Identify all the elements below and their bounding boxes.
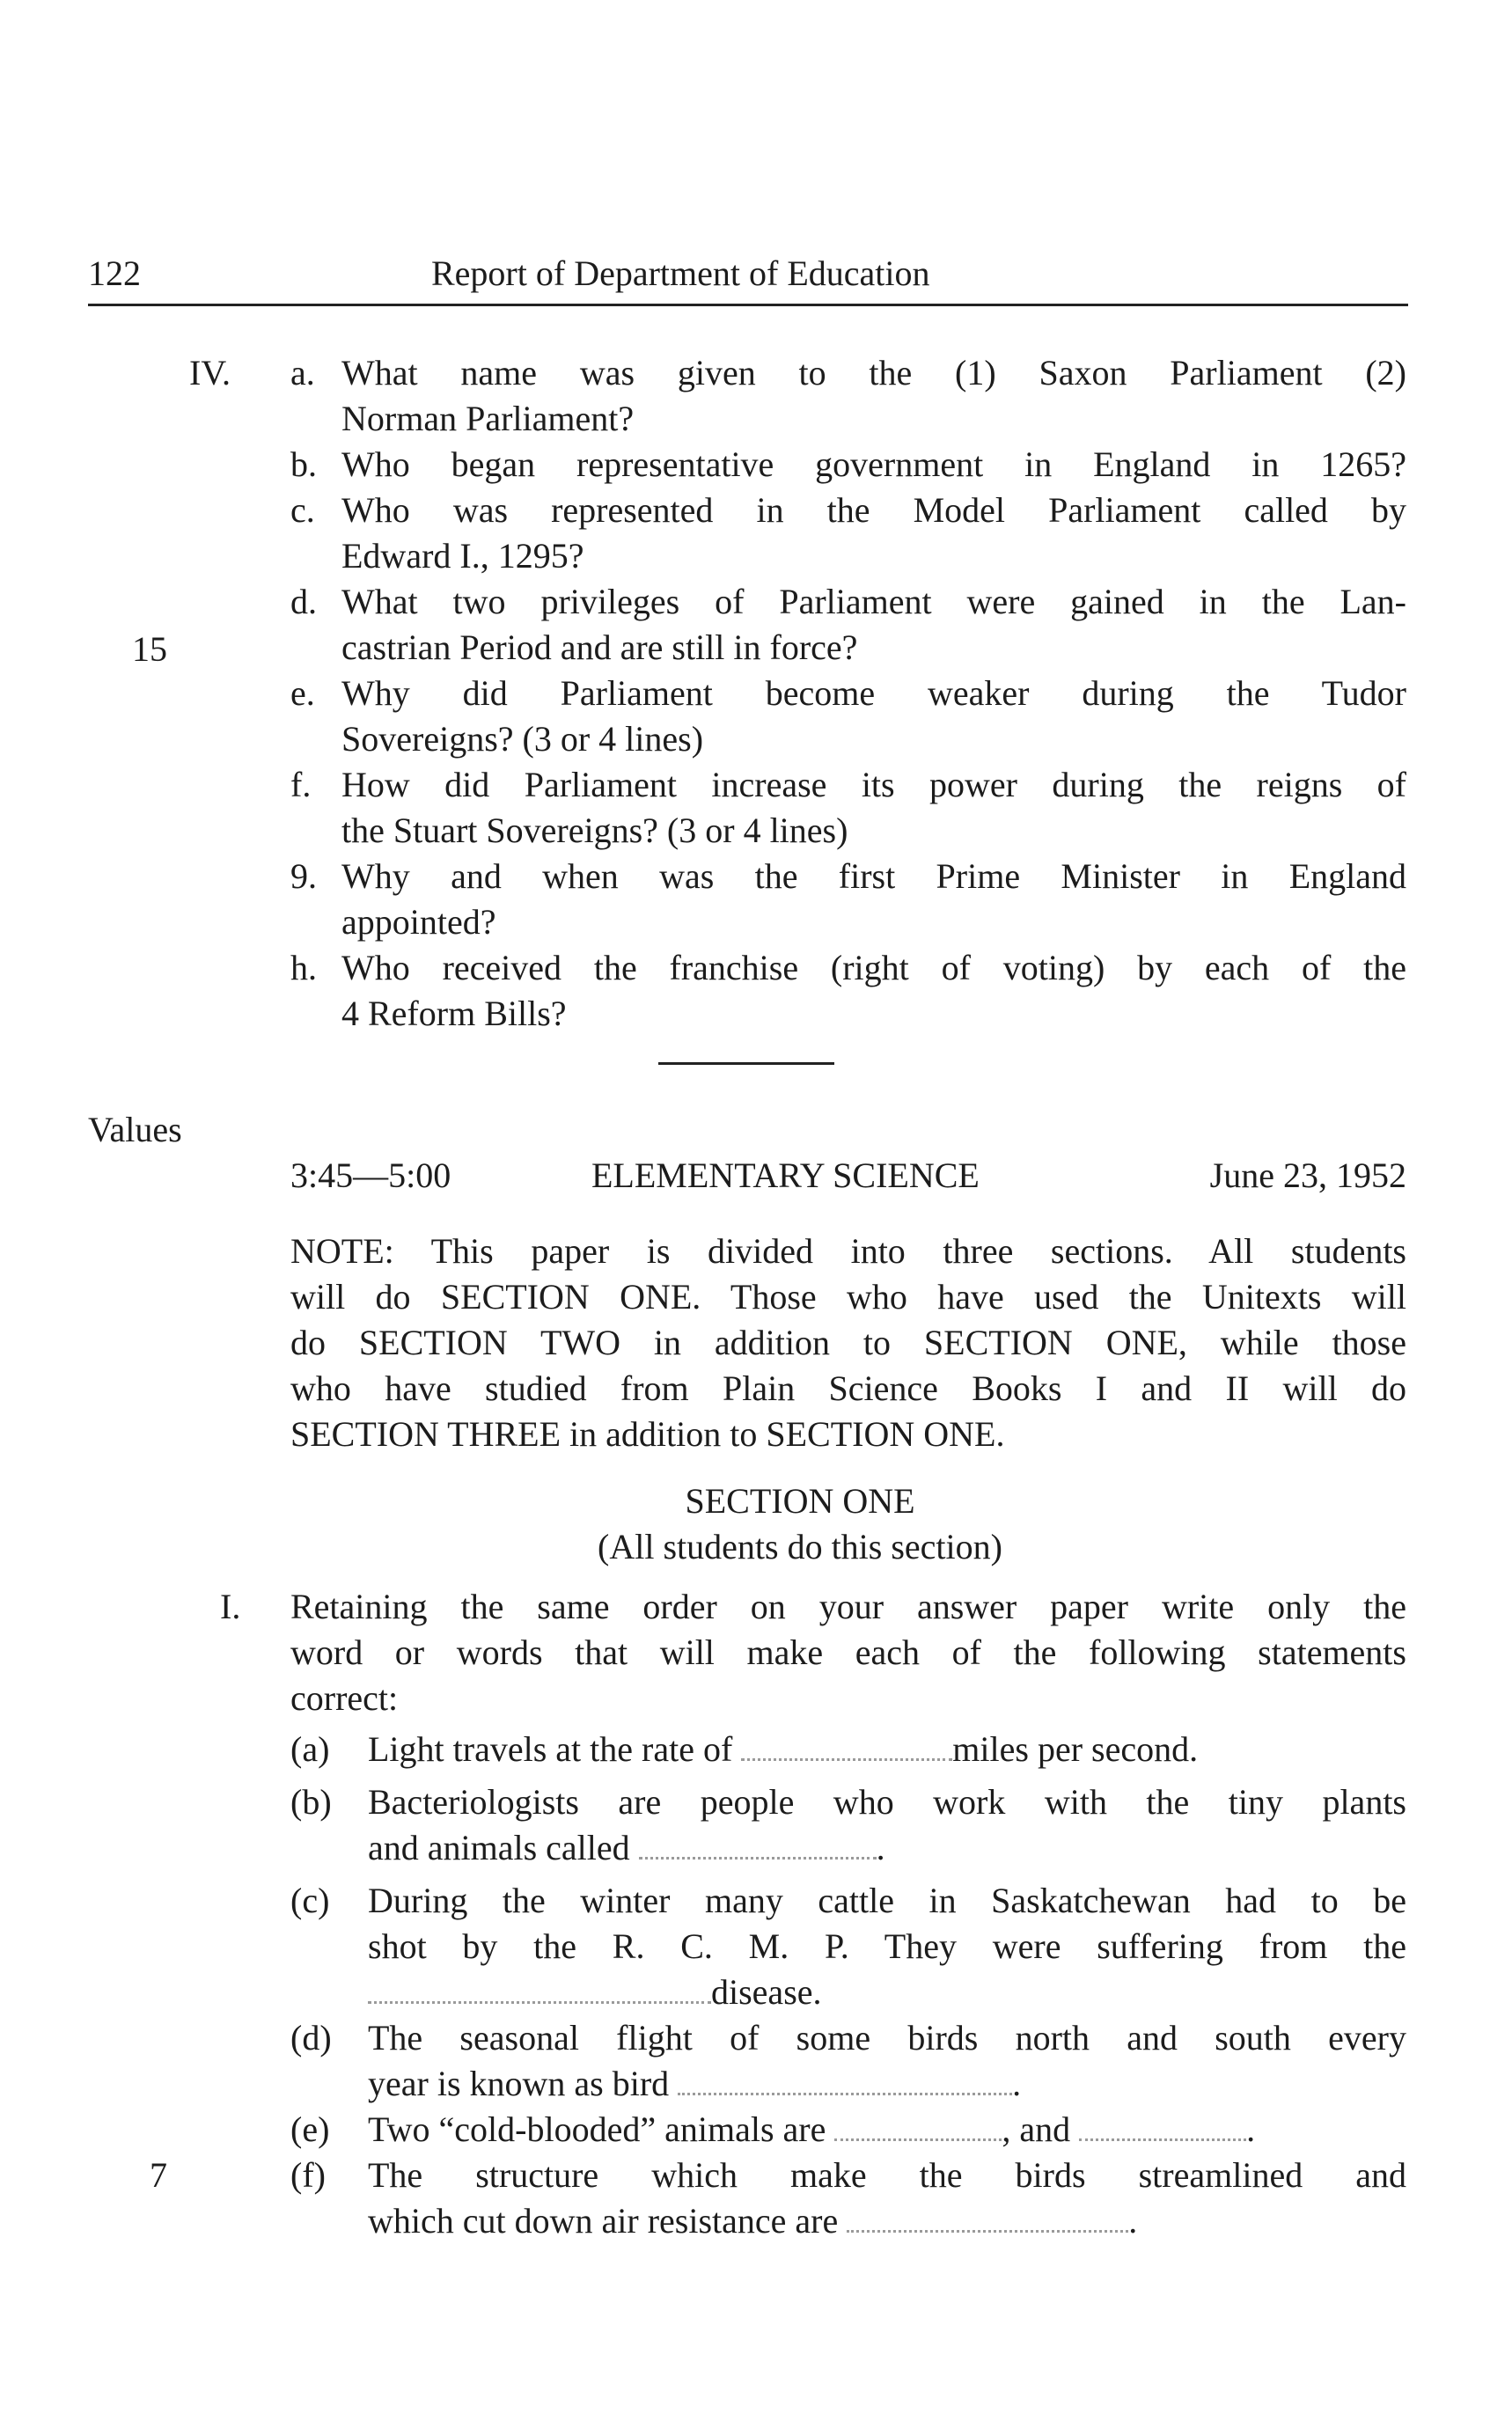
- question-b-line-1: Who began representative government in England in 1265?: [341, 444, 1406, 484]
- item-label-f: (f): [290, 2155, 326, 2195]
- question-label-a: a.: [290, 353, 315, 392]
- question-label-h: h.: [290, 948, 317, 987]
- blank-d: [678, 2066, 1012, 2095]
- item-c-suffix: disease.: [711, 1972, 822, 2012]
- question-i-intro-line-3: correct:: [290, 1678, 399, 1718]
- question-d-line-1: What two privileges of Parliament were gained in the Lan-: [341, 582, 1406, 621]
- blank-c: [368, 1975, 711, 2004]
- item-d-text: year is known as bird: [368, 2064, 670, 2103]
- question-label-d: d.: [290, 582, 317, 621]
- section-one-subtitle: (All students do this section): [598, 1527, 1002, 1566]
- blank-e-2: [1079, 2112, 1246, 2141]
- note-line-4: who have studied from Plain Science Books I and II will do: [290, 1368, 1406, 1408]
- running-title: Report of Department of Education: [431, 253, 930, 293]
- question-i-intro-line-1: Retaining the same order on your answer paper write only the: [290, 1587, 1406, 1626]
- blank-a: [741, 1732, 952, 1761]
- question-i-margin-mark: 7: [150, 2155, 167, 2195]
- item-a-text: Light travels at the rate of: [368, 1729, 733, 1769]
- exam-time: 3:45—5:00: [290, 1155, 451, 1195]
- item-f-suffix: .: [1128, 2201, 1138, 2241]
- item-b-line-1: Bacteriologists are people who work with the tiny plants: [368, 1782, 1406, 1822]
- question-h-line-2: 4 Reform Bills?: [341, 994, 567, 1033]
- question-label-f: f.: [290, 765, 312, 804]
- section-divider: [658, 1062, 834, 1065]
- item-c-line-1: During the winter many cattle in Saskatchewan had to be: [368, 1881, 1406, 1920]
- item-a-suffix: miles per second.: [952, 1729, 1199, 1769]
- question-i-numeral: I.: [220, 1587, 241, 1626]
- question-9-line-2: appointed?: [341, 902, 496, 942]
- blank-e-1: [834, 2112, 1002, 2141]
- item-e-suffix: .: [1246, 2109, 1256, 2149]
- section-iv-margin-mark: 15: [132, 629, 167, 669]
- item-label-a: (a): [290, 1729, 330, 1769]
- item-a-line: [368, 1727, 1198, 1772]
- question-f-line-2: the Stuart Sovereigns? (3 or 4 lines): [341, 811, 848, 850]
- question-label-9: 9.: [290, 856, 317, 896]
- blank-b: [639, 1830, 877, 1860]
- item-d-suffix: .: [1012, 2064, 1022, 2103]
- note-line-3: do SECTION TWO in addition to SECTION ONE, while those: [290, 1323, 1406, 1362]
- item-c-line-3: [368, 1970, 822, 2015]
- item-b-text: and animals called: [368, 1828, 630, 1867]
- exam-subject: ELEMENTARY SCIENCE: [591, 1155, 980, 1195]
- question-d-line-2: castrian Period and are still in force?: [341, 627, 858, 667]
- note-line-1: NOTE: This paper is divided into three sections. All students: [290, 1231, 1406, 1271]
- item-label-c: (c): [290, 1881, 330, 1920]
- question-a-line-2: Norman Parliament?: [341, 399, 635, 438]
- item-f-line-2: [368, 2198, 1137, 2244]
- section-one-title: SECTION ONE: [685, 1481, 915, 1521]
- question-label-c: c.: [290, 490, 315, 530]
- item-label-b: (b): [290, 1782, 332, 1822]
- values-label: Values: [88, 1110, 182, 1149]
- section-iv-numeral: IV.: [189, 353, 231, 392]
- question-h-line-1: Who received the franchise (right of voting) by each of the: [341, 948, 1406, 987]
- page-number: 122: [88, 253, 141, 293]
- item-label-d: (d): [290, 2018, 332, 2058]
- item-e-line: [368, 2107, 1255, 2153]
- question-f-line-1: How did Parliament increase its power during the reigns of: [341, 765, 1406, 804]
- item-d-line-2: [368, 2061, 1021, 2107]
- exam-date: June 23, 1952: [1209, 1155, 1406, 1195]
- item-b-line-2: [368, 1825, 885, 1871]
- blank-f: [847, 2204, 1128, 2233]
- item-c-line-2: shot by the R. C. M. P. They were suffering from the: [368, 1926, 1406, 1966]
- question-a-line-1: What name was given to the (1) Saxon Parliament (2): [341, 353, 1406, 392]
- question-9-line-1: Why and when was the first Prime Minister in England: [341, 856, 1406, 896]
- item-f-line-1: The structure which make the birds streamlined and: [368, 2155, 1406, 2195]
- question-e-line-1: Why did Parliament become weaker during the Tudor: [341, 673, 1406, 713]
- item-f-text: which cut down air resistance are: [368, 2201, 839, 2241]
- item-b-suffix: .: [876, 1828, 885, 1867]
- item-e-text: Two “cold-blooded” animals are: [368, 2109, 826, 2149]
- header-rule: [88, 304, 1408, 306]
- question-label-b: b.: [290, 444, 317, 484]
- item-d-line-1: The seasonal flight of some birds north and south every: [368, 2018, 1406, 2058]
- note-line-2: will do SECTION ONE. Those who have used the Unitexts will: [290, 1277, 1406, 1317]
- note-line-5: SECTION THREE in addition to SECTION ONE.: [290, 1414, 1005, 1454]
- question-i-intro-line-2: word or words that will make each of the following statements: [290, 1632, 1406, 1672]
- question-c-line-1: Who was represented in the Model Parliament called by: [341, 490, 1406, 530]
- item-label-e: (e): [290, 2109, 330, 2149]
- question-c-line-2: Edward I., 1295?: [341, 536, 584, 576]
- question-e-line-2: Sovereigns? (3 or 4 lines): [341, 719, 704, 759]
- item-e-middle: , and: [1002, 2109, 1071, 2149]
- question-label-e: e.: [290, 673, 315, 713]
